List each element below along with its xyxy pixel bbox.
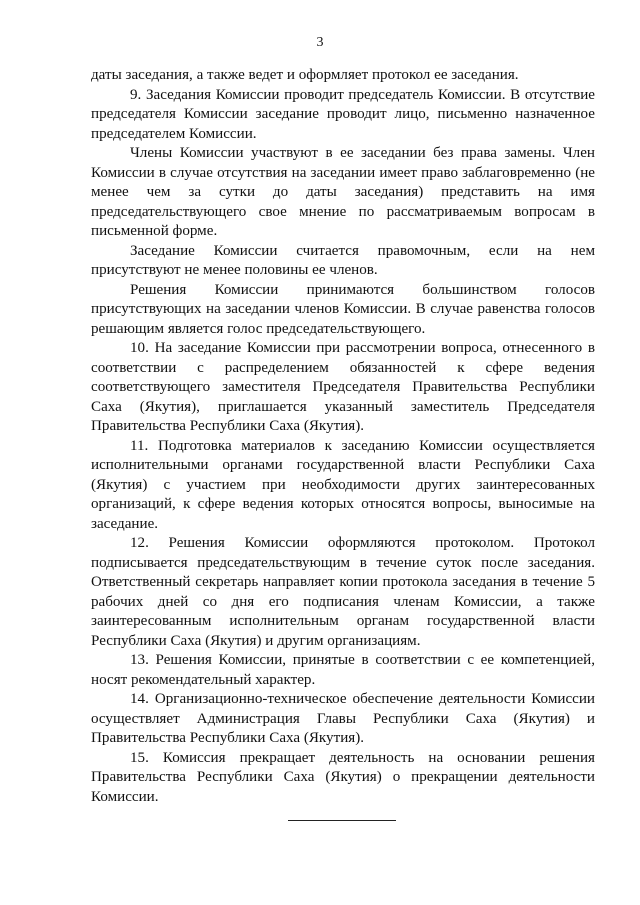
paragraph-item-12: 12. Решения Комиссии оформляются протоколом. Протокол подписывается председательствующим в течение суток после заседания. Ответственный секретарь направляет копии протокола заседания в течение 5 рабочих дней со дня его подписания членам Комиссии, а также заинтересованным исполнительным органам государственной власти Республики Саха (Якутия) и другим организациям. <box>91 535 595 649</box>
paragraph-continuation: даты заседания, а также ведет и оформляет протокол ее заседания. <box>91 67 519 83</box>
paragraph-members-participation: Члены Комиссии участвуют в ее заседании без права замены. Член Комиссии в случае отсутствия на заседании имеет право заблаговременно (не менее чем за сутки до даты заседания) представить на имя председательствующего свое мнение по рассматриваемым вопросам в письменной форме. <box>91 145 595 239</box>
paragraph-decisions-majority: Решения Комиссии принимаются большинством голосов присутствующих на заседании членов Комиссии. В случае равенства голосов решающим является голос председательствующего. <box>91 281 595 337</box>
end-of-document-rule <box>288 820 396 821</box>
paragraph-item-10: 10. На заседание Комиссии при рассмотрении вопроса, отнесенного в соответствии с распределением обязанностей к сфере ведения соответствующего заместителя Председателя Правительства Республики Саха (Якутия), приглашается указанный заместитель Председателя Правительства Республики Саха (Якутия). <box>91 340 595 434</box>
document-body <box>91 66 595 807</box>
paragraph-item-15: 15. Комиссия прекращает деятельность на основании решения Правительства Республики Саха (Якутия) о прекращении деятельности Комиссии. <box>91 749 595 805</box>
paragraph-item-13: 13. Решения Комиссии, принятые в соответствии с ее компетенцией, носят рекомендательный характер. <box>91 652 595 688</box>
paragraph-item-11: 11. Подготовка материалов к заседанию Комиссии осуществляется исполнительными органами государственной власти Республики Саха (Якутия) с участием при необходимости других заинтересованных организаций, к сфере ведения которых относятся вопросы, выносимые на заседание. <box>91 437 595 532</box>
page-number: 3 <box>316 35 324 50</box>
paragraph-quorum: Заседание Комиссии считается правомочным, если на нем присутствуют не менее половины ее членов. <box>91 242 595 278</box>
paragraph-item-9: 9. Заседания Комиссии проводит председатель Комиссии. В отсутствие председателя Комиссии заседание проводит лицо, письменно назначенное председателем Комиссии. <box>91 86 595 142</box>
paragraph-item-14: 14. Организационно-техническое обеспечение деятельности Комиссии осуществляет Администрация Главы Республики Саха (Якутия) и Правительства Республики Саха (Якутия). <box>91 691 595 746</box>
